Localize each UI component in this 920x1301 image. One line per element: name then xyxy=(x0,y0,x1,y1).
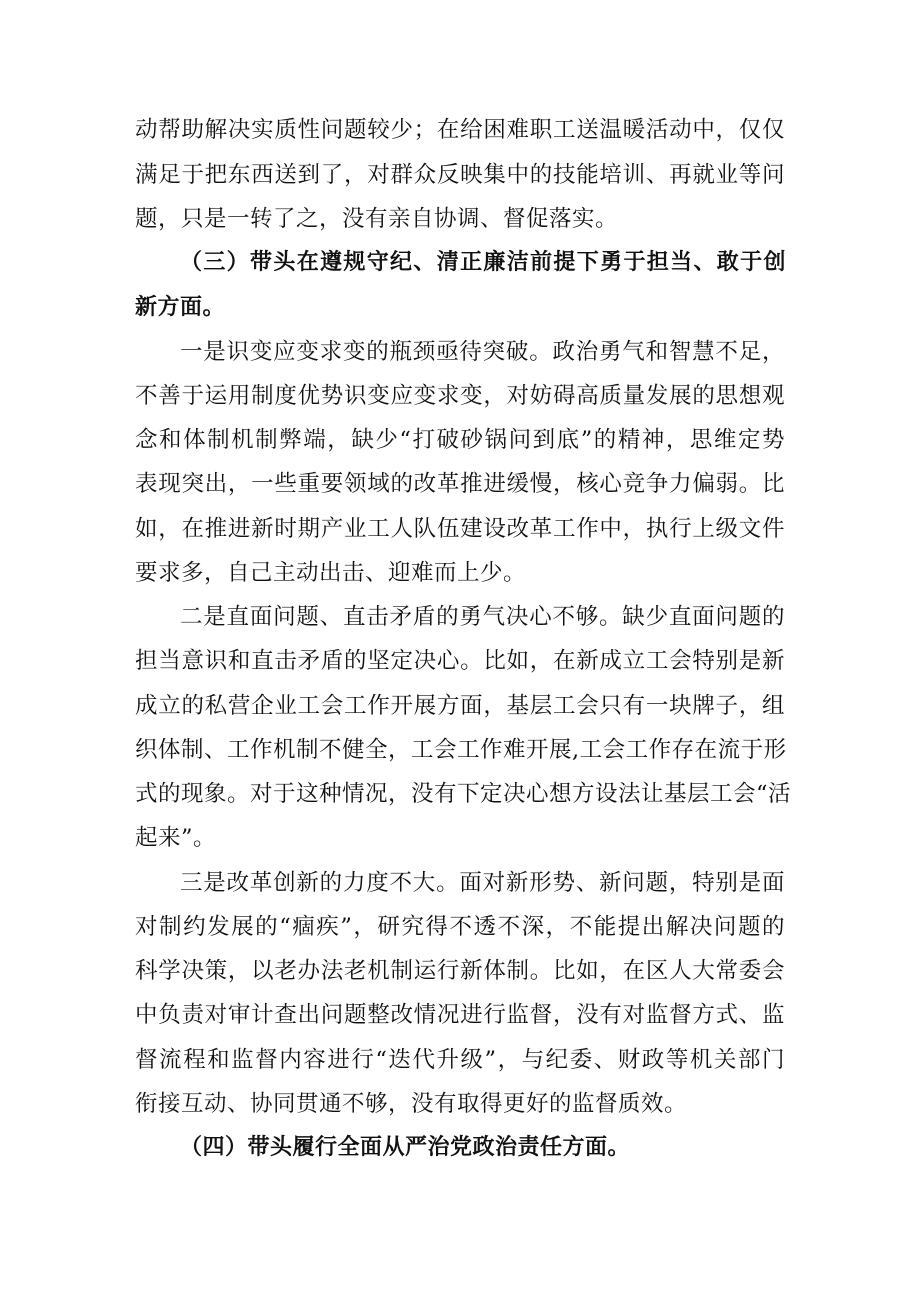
heading-line: （四）带头履行全面从严治党政治责任方面。 xyxy=(180,1135,631,1160)
text-line: 起来”。 xyxy=(135,825,217,851)
text-line: 督流程和监督内容进行“迭代升级”，与纪委、财政等机关部门 xyxy=(135,1047,785,1073)
text-line: 动帮助解决实质性问题较少；在给困难职工送温暖活动中，仅仅 xyxy=(135,117,785,143)
text-line: 织体制、工作机制不健全，工会工作难开展,工会工作存在流于形 xyxy=(135,737,787,763)
text-line: 担当意识和直击矛盾的坚定决心。比如，在新成立工会特别是新 xyxy=(135,648,785,674)
text-line: 如，在推进新时期产业工人队伍建设改革工作中，执行上级文件 xyxy=(135,516,785,542)
text-line: 成立的私营企业工会工作开展方面，基层工会只有一块牌子，组 xyxy=(135,693,785,719)
text-line: 中负责对审计查出问题整改情况进行监督，没有对监督方式、监 xyxy=(135,1002,785,1028)
text-line: 二是直面问题、直击矛盾的勇气决心不够。缺少直面问题的 xyxy=(180,604,785,630)
text-line: 对制约发展的“痼疾”，研究得不透不深，不能提出解决问题的 xyxy=(135,914,785,940)
text-line: 题，只是一转了之，没有亲自协调、督促落实。 xyxy=(135,206,619,232)
text-line: 表现突出，一些重要领域的改革推进缓慢，核心竞争力偏弱。比 xyxy=(135,471,785,497)
text-line: 三是改革创新的力度不大。面对新形势、新问题，特别是面 xyxy=(180,870,785,896)
heading-line: 新方面。 xyxy=(135,295,226,320)
text-line: 不善于运用制度优势识变应变求变，对妨碍高质量发展的思想观 xyxy=(135,383,785,409)
text-line: 念和体制机制弊端，缺少“打破砂锅问到底”的精神，思维定势 xyxy=(135,427,785,453)
text-line: 满足于把东西送到了，对群众反映集中的技能培训、再就业等问 xyxy=(135,162,785,188)
text-line: 一是识变应变求变的瓶颈亟待突破。政治勇气和智慧不足， xyxy=(180,339,785,365)
text-line: 科学决策，以老办法老机制运行新体制。比如，在区人大常委会 xyxy=(135,958,785,984)
text-line: 衔接互动、协同贯通不够，没有取得更好的监督质效。 xyxy=(135,1091,688,1117)
heading-line: （三）带头在遵规守纪、清正廉洁前提下勇于担当、敢于创 xyxy=(180,250,786,275)
text-line: 要求多，自己主动出击、迎难而上少。 xyxy=(135,560,527,586)
text-line: 式的现象。对于这种情况，没有下定决心想方设法让基层工会“活 xyxy=(135,781,792,807)
